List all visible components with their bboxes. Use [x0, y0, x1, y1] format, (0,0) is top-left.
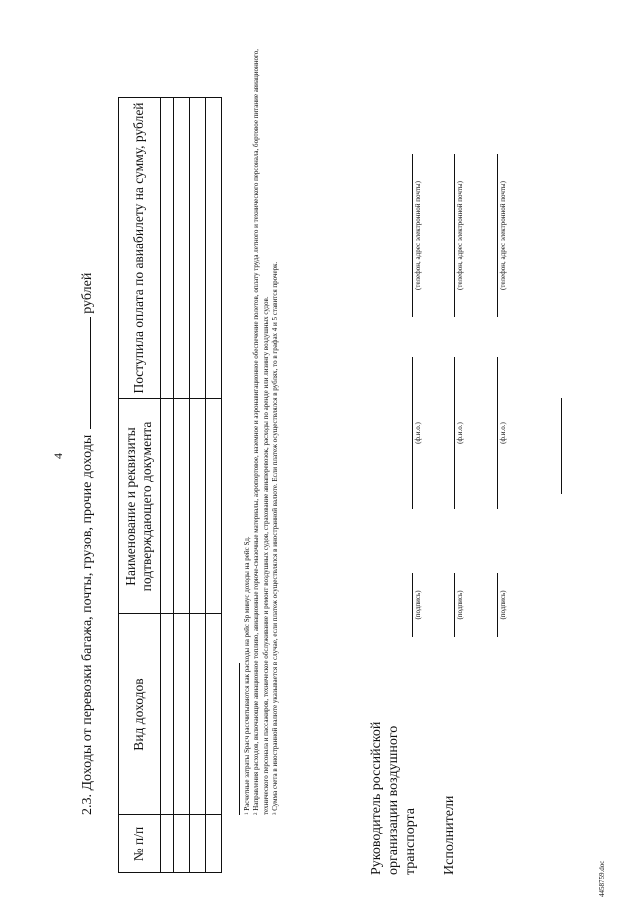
executors-label: Исполнители — [442, 795, 457, 875]
footnote-separator — [239, 663, 240, 815]
footnote-2: $^2$ Направления расходов, включающие авиационное топливо, авиационные горюче-смазочные материалы, аэропортовое, наземное и аэронавигационное обеспечение полетов, оплату труда летного и технического персонала, бортовое питание авиационного, технического персонала и пассажиров, техническое обслуживание и ремонт воздушных судов, страхование авиаперевозок, расходы по аренде или лизингу воздушных судов. — [252, 49, 270, 815]
footnote-3: $^3$ Сумма счета в иностранной валюте указывается в случае, если платеж осуществлялся в иностранной валюте. Если платеж осуществлялся в рублях, то в графах 4 и 5 ставится прочерк. — [270, 261, 279, 815]
page-number: 4 — [51, 453, 65, 459]
header-separator — [160, 97, 161, 873]
executor-2-signature-caption: (подпись) — [499, 590, 507, 620]
table-row — [189, 97, 190, 873]
section-unit: рублей — [80, 272, 95, 314]
table-row — [173, 97, 174, 873]
executor-2-contact-line — [497, 154, 498, 317]
column-header-number: № п/п — [131, 826, 146, 862]
executor-1-signature-line — [454, 573, 455, 637]
executor-1-signature-caption: (подпись) — [456, 590, 464, 620]
end-of-document-line — [561, 398, 562, 494]
footnotes — [243, 25, 280, 815]
head-signature-line — [412, 573, 413, 637]
executor-1-contact-line — [454, 154, 455, 317]
income-table — [118, 97, 222, 873]
executor-1-name-line — [454, 357, 455, 509]
executor-2-contact-caption: (телефон, адрес электронной почты) — [499, 181, 507, 290]
executor-2-name-caption: (ф.и.о.) — [499, 422, 507, 444]
column-header-income-type: Вид доходов — [131, 678, 146, 751]
footnote-1: $^1$ Расчетные затраты Spacч рассчитываются как расходы на рейс Sp минус доходы на рейс Sд. — [243, 536, 251, 815]
column-header-payment: Поступила оплата по авиабилету на сумму, рублей — [131, 102, 146, 394]
executor-1-contact-caption: (телефон, адрес электронной почты) — [456, 181, 464, 290]
section-title — [78, 273, 96, 815]
document-id: 4458759.doc — [598, 860, 606, 897]
amount-blank-line — [78, 317, 91, 429]
head-signature-caption: (подпись) — [414, 590, 422, 620]
head-name-caption: (ф.и.о.) — [414, 422, 422, 444]
executor-1-name-caption: (ф.и.о.) — [456, 422, 464, 444]
head-name-line — [412, 357, 413, 509]
table-row — [205, 97, 206, 873]
head-label: Руководитель российской организации воздушного транспорта — [369, 721, 418, 875]
column-header-document: Наименование и реквизиты подтверждающего документа — [123, 421, 154, 592]
head-contact-line — [412, 154, 413, 317]
executor-2-name-line — [497, 357, 498, 509]
head-contact-caption: (телефон, адрес электронной почты) — [414, 181, 422, 290]
section-title-text: 2.3. Доходы от перевозки багажа, почты, грузов, прочие доходы — [80, 434, 95, 815]
executor-2-signature-line — [497, 573, 498, 637]
